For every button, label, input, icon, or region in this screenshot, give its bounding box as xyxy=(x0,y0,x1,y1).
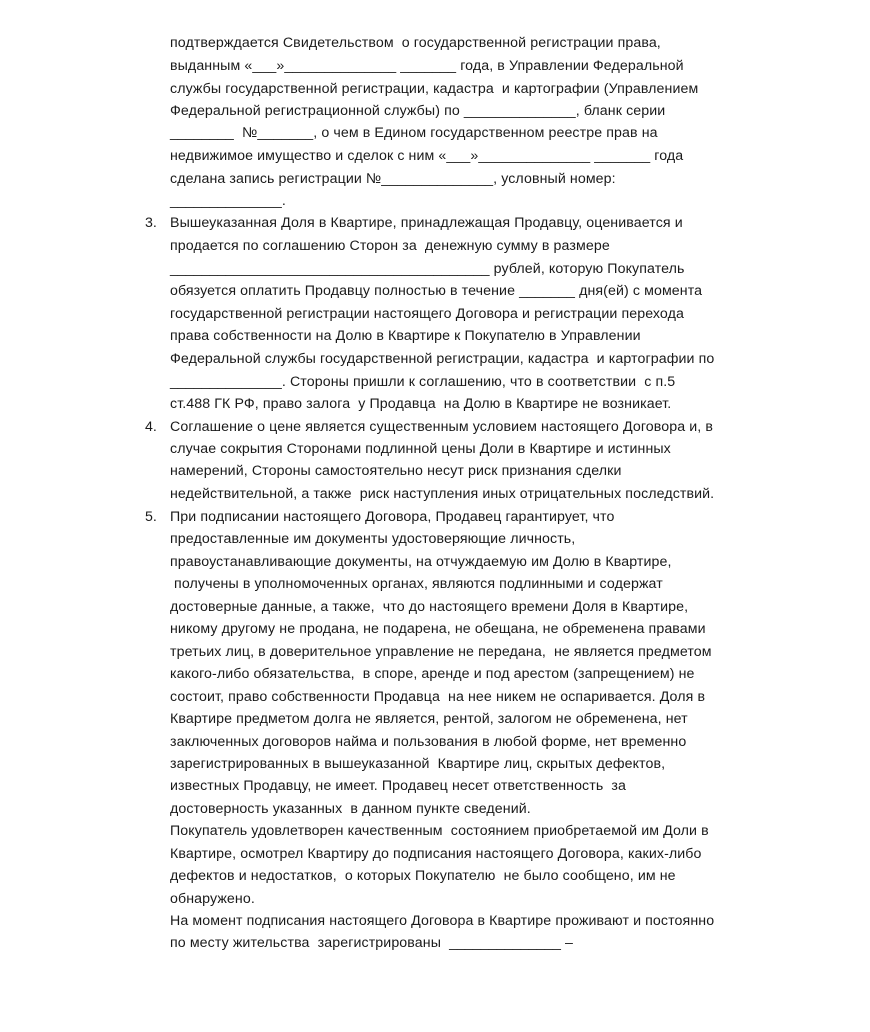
text-line: подтверждается Свидетельством о государственной регистрации права, xyxy=(170,35,661,51)
text-line: достоверность указанных в данном пункте сведений. xyxy=(170,801,531,817)
text-line: недействительной, а также риск наступления иных отрицательных последствий. xyxy=(170,486,715,502)
text-line: Соглашение о цене является существенным условием настоящего Договора и, в xyxy=(170,419,714,435)
text-line: известных Продавцу, не имеет. Продавец несет ответственность за xyxy=(170,778,627,794)
text-line: дефектов и недостатков, о которых Покупателю не было сообщено, им не xyxy=(170,868,676,884)
text-line: ст.488 ГК РФ, право залога у Продавца на Долю в Квартире не возникает. xyxy=(170,396,672,412)
text-line: обязуется оплатить Продавцу полностью в течение _______ дня(ей) с момента xyxy=(170,283,703,299)
text-line: Федеральной службы государственной регистрации, кадастра и картографии по xyxy=(170,351,715,367)
text-line: Вышеуказанная Доля в Квартире, принадлежащая Продавцу, оценивается и xyxy=(170,215,683,231)
text-line: по месту жительства зарегистрированы ______________ – xyxy=(170,935,573,951)
text-line: никому другому не продана, не подарена, не обещана, не обременена правами xyxy=(170,621,706,637)
text-line: предоставленные им документы удостоверяющие личность, xyxy=(170,531,576,547)
text-line: ______________. xyxy=(170,193,286,209)
item-number: 5. xyxy=(145,509,157,525)
text-line: выданным «___»______________ _______ года, в Управлении Федеральной xyxy=(170,58,684,74)
text-line: права собственности на Долю в Квартире к Покупателю в Управлении xyxy=(170,328,641,344)
text-line: Квартире предметом долга не является, рентой, залогом не обременена, нет xyxy=(170,711,688,727)
text-line: достоверные данные, а также, что до настоящего времени Доля в Квартире, xyxy=(170,599,689,615)
text-line: ______________. Стороны пришли к соглашению, что в соответствии с п.5 xyxy=(170,374,676,390)
text-line: ________ №_______, о чем в Едином государственном реестре прав на xyxy=(170,125,658,141)
text-line: Федеральной регистрационной службы) по ______________, бланк серии xyxy=(170,103,666,119)
text-line: какого-либо обязательства, в споре, аренде и под арестом (запрещением) не xyxy=(170,666,695,682)
text-line: сделана запись регистрации №______________, условный номер: xyxy=(170,171,616,187)
item-number: 3. xyxy=(145,215,157,231)
text-line: намерений, Стороны самостоятельно несут риск признания сделки xyxy=(170,463,622,479)
text-line: заключенных договоров найма и пользования в любой форме, нет временно xyxy=(170,734,687,750)
text-line: На момент подписания настоящего Договора в Квартире проживают и постоянно xyxy=(170,913,715,929)
text-line: Квартире, осмотрел Квартиру до подписания настоящего Договора, каких-либо xyxy=(170,846,702,862)
text-line: продается по соглашению Сторон за денежную сумму в размере xyxy=(170,238,610,254)
text-line: При подписании настоящего Договора, Продавец гарантирует, что xyxy=(170,509,615,525)
text-line: правоустанавливающие документы, на отчуждаемую им Долю в Квартире, xyxy=(170,554,672,570)
text-line: зарегистрированных в вышеуказанной Квартире лиц, скрытых дефектов, xyxy=(170,756,666,772)
text-line: случае сокрытия Сторонами подлинной цены Доли в Квартире и истинных xyxy=(170,441,671,457)
text-line: государственной регистрации настоящего Договора и регистрации перехода xyxy=(170,306,684,322)
text-line: Покупатель удовлетворен качественным состоянием приобретаемой им Доли в xyxy=(170,823,709,839)
text-line: получены в уполномоченных органах, являются подлинными и содержат xyxy=(170,576,663,592)
text-line: обнаружено. xyxy=(170,891,255,907)
text-line: службы государственной регистрации, кадастра и картографии (Управлением xyxy=(170,81,699,97)
text-line: третьих лиц, в доверительное управление не передана, не является предметом xyxy=(170,644,712,660)
text-line: ________________________________________ рублей, которую Покупатель xyxy=(170,261,685,277)
item-number: 4. xyxy=(145,419,157,435)
text-line: состоит, право собственности Продавца на нее никем не оспаривается. Доля в xyxy=(170,689,706,705)
text-line: недвижимое имущество и сделок с ним «___»______________ _______ года xyxy=(170,148,684,164)
